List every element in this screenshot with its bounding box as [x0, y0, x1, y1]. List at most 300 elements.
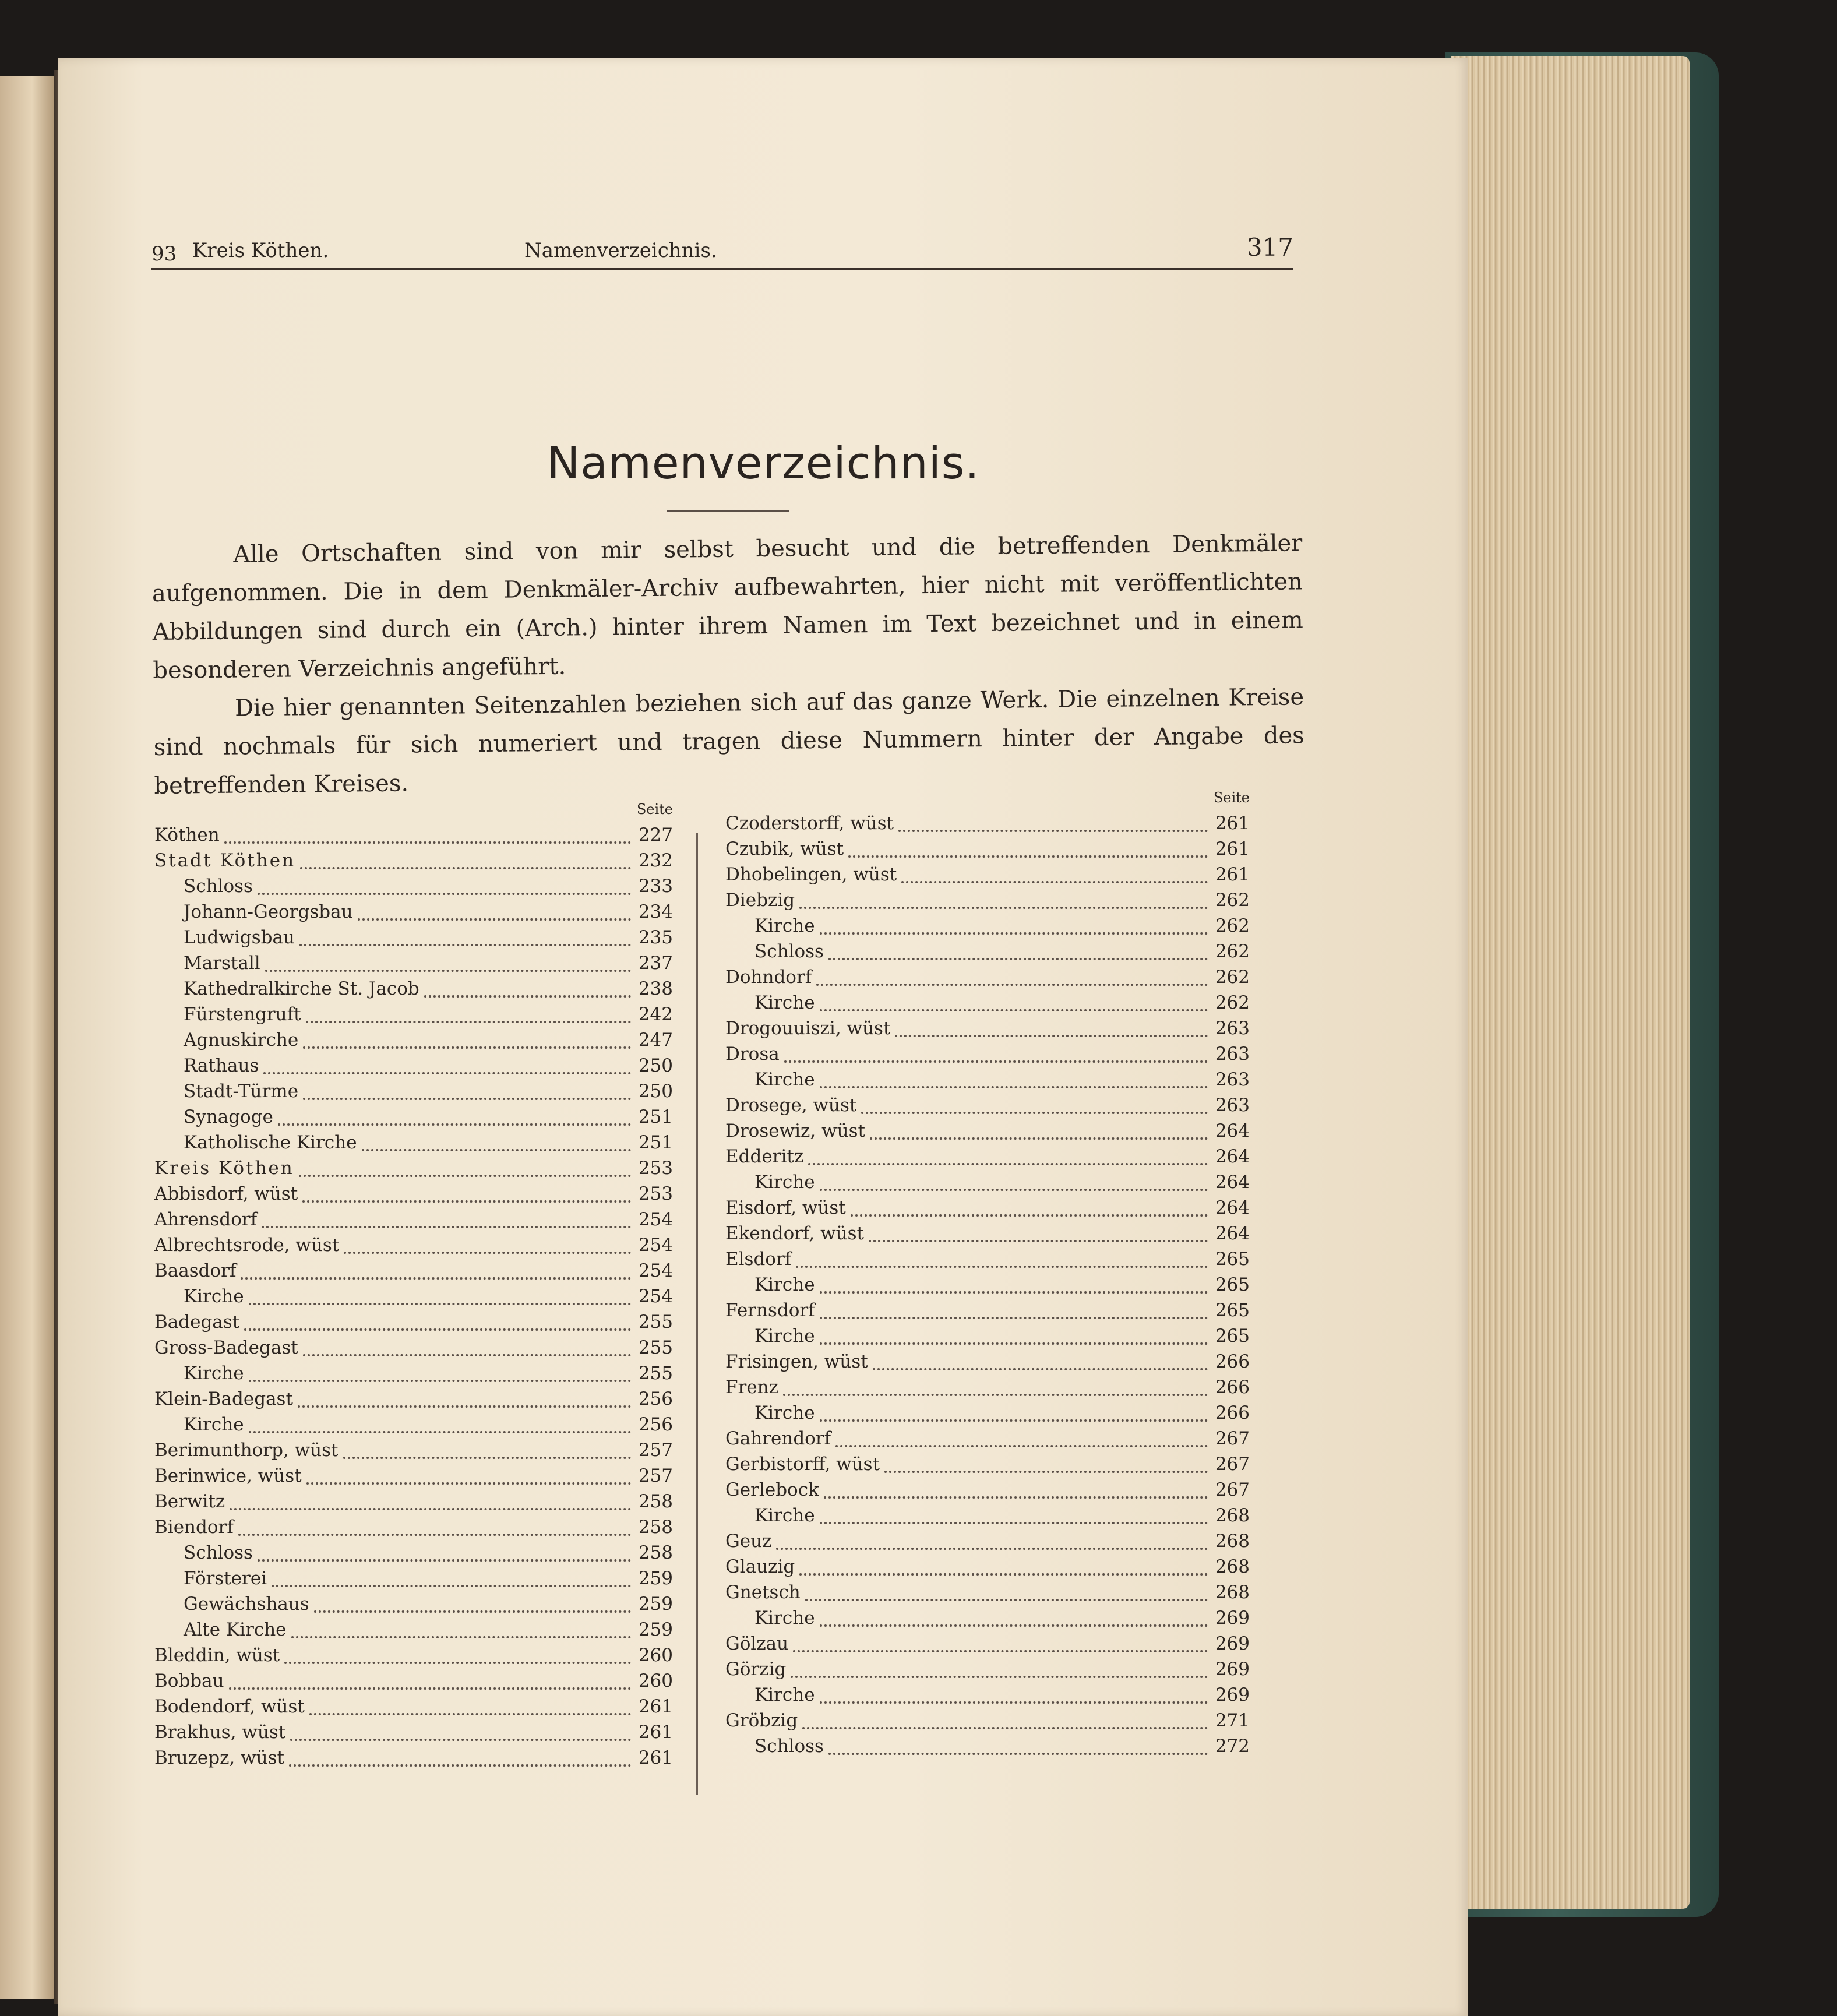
dot-leader — [783, 1391, 1208, 1396]
entry-name: Kirche — [184, 1363, 244, 1384]
index-entry — [725, 1633, 1250, 1659]
dot-leader — [343, 1454, 631, 1459]
entry-page: 253 — [638, 1158, 673, 1179]
entry-name: Berwitz — [154, 1491, 225, 1512]
entry-page: 234 — [638, 901, 673, 922]
index-entry — [154, 1542, 673, 1568]
dot-leader — [258, 890, 631, 895]
entry-page: 237 — [638, 953, 673, 974]
index-entry — [725, 1377, 1250, 1402]
dot-leader — [244, 1326, 631, 1331]
index-entry — [154, 1619, 673, 1645]
index-entry — [154, 1260, 673, 1286]
entry-page: 260 — [638, 1645, 673, 1666]
entry-page: 269 — [1215, 1633, 1250, 1654]
dot-leader — [898, 827, 1208, 832]
entry-page: 250 — [638, 1055, 673, 1076]
index-entry — [725, 1069, 1250, 1095]
dot-leader — [258, 1557, 631, 1562]
index-entry — [725, 992, 1250, 1018]
index-entry — [725, 967, 1250, 992]
entry-name: Gerlebock — [725, 1479, 819, 1500]
seite-label-right: Seite — [1213, 790, 1250, 806]
entry-name: Kathedralkirche St. Jacob — [184, 978, 419, 999]
dot-leader — [238, 1531, 631, 1536]
dot-leader — [272, 1583, 631, 1587]
index-entry — [154, 1363, 673, 1388]
entry-name: Fernsdorf — [725, 1300, 815, 1321]
entry-name: Ahrensdorf — [154, 1209, 258, 1230]
dot-leader — [249, 1429, 631, 1433]
entry-name: Edderitz — [725, 1146, 804, 1167]
entry-page: 264 — [1215, 1146, 1250, 1167]
entry-name: Gerbistorff, wüst — [725, 1454, 880, 1475]
entry-page: 265 — [1215, 1326, 1250, 1347]
entry-name: Köthen — [154, 824, 220, 845]
entry-page: 254 — [638, 1286, 673, 1307]
entry-page: 271 — [1215, 1710, 1250, 1731]
entry-name: Johann-Georgsbau — [184, 901, 353, 922]
dot-leader — [265, 967, 631, 972]
index-entry — [725, 1684, 1250, 1710]
dot-leader — [290, 1736, 631, 1741]
entry-page: 258 — [638, 1517, 673, 1538]
entry-name: Gölzau — [725, 1633, 789, 1654]
entry-page: 265 — [1215, 1274, 1250, 1295]
entry-name: Agnuskirche — [184, 1030, 299, 1051]
entry-page: 266 — [1215, 1377, 1250, 1398]
dot-leader — [224, 839, 631, 844]
entry-page: 264 — [1215, 1223, 1250, 1244]
dot-leader — [299, 942, 631, 946]
dot-leader — [851, 1212, 1208, 1217]
dot-leader — [848, 853, 1208, 858]
entry-page: 267 — [1215, 1454, 1250, 1475]
index-entry — [725, 915, 1250, 941]
intro-paragraph-2: Die hier genannten Seitenzahlen beziehen sich auf das ganze Werk. Die einzelnen Kreise sind nochmals für sich numeriert und tragen diese Nummern hinter der Angabe des betreffenden Kreises. — [153, 683, 1304, 799]
dot-leader — [314, 1608, 631, 1613]
entry-page: 272 — [1215, 1736, 1250, 1757]
entry-name: Diebzig — [725, 890, 795, 911]
entry-name: Bleddin, wüst — [154, 1645, 280, 1666]
index-entry — [725, 1249, 1250, 1274]
entry-page: 266 — [1215, 1402, 1250, 1423]
page-block-edges — [1451, 56, 1690, 1909]
entry-name: Kirche — [184, 1414, 244, 1435]
index-entry — [725, 864, 1250, 890]
left-page-edge — [0, 76, 58, 1999]
entry-page: 262 — [1215, 967, 1250, 988]
index-entry — [154, 1132, 673, 1158]
intro-paragraph-1: Alle Ortschaften sind von mir selbst besucht und die betreffenden Denkmäler aufgenommen. Die in dem Denkmäler-Archiv aufbewahrten, hier nicht mit veröffentlichten Abbildungen sind durch ein (Arch.) hinter ihrem Namen im Text bezeichnet und in einem besonderen Verzeichnis angeführt. — [151, 530, 1303, 684]
entry-page: 254 — [638, 1209, 673, 1230]
seite-label-left: Seite — [636, 801, 673, 817]
entry-name: Kirche — [754, 992, 815, 1013]
index-entry — [154, 1696, 673, 1722]
running-head-title: Kreis Köthen. — [192, 239, 329, 262]
index-entry — [154, 1030, 673, 1055]
entry-name: Czoderstorff, wüst — [725, 813, 894, 834]
entry-name: Kirche — [754, 1402, 815, 1423]
entry-name: Gross-Badegast — [154, 1337, 298, 1358]
index-column-left — [154, 801, 673, 1773]
index-entry — [154, 1517, 673, 1542]
entry-page: 258 — [638, 1491, 673, 1512]
entry-name: Bruzepz, wüst — [154, 1747, 284, 1768]
entry-name: Drogouuiszi, wüst — [725, 1018, 891, 1039]
dot-leader — [820, 1289, 1208, 1294]
entry-page: 268 — [1215, 1531, 1250, 1552]
dot-leader — [824, 1494, 1208, 1499]
dot-leader — [802, 1725, 1208, 1729]
index-entry — [725, 1736, 1250, 1761]
entry-name: Synagoge — [184, 1106, 273, 1127]
dot-leader — [262, 1224, 631, 1228]
entry-name: Fürstengruft — [184, 1004, 301, 1025]
page-title: Namenverzeichnis. — [546, 437, 980, 489]
entry-page: 247 — [638, 1030, 673, 1051]
entry-page: 264 — [1215, 1197, 1250, 1218]
entry-page: 266 — [1215, 1351, 1250, 1372]
entry-page: 267 — [1215, 1428, 1250, 1449]
index-entry — [154, 1209, 673, 1235]
entry-name: Gnetsch — [725, 1582, 801, 1603]
dot-leader — [784, 1058, 1208, 1063]
dot-leader — [828, 1750, 1208, 1755]
index-entry — [154, 1670, 673, 1696]
index-entry — [725, 1326, 1250, 1351]
entry-name: Schloss — [184, 1542, 253, 1563]
entry-name: Schloss — [754, 941, 824, 962]
index-entry — [154, 901, 673, 927]
entry-page: 255 — [638, 1363, 673, 1384]
entry-page: 264 — [1215, 1172, 1250, 1193]
index-entry — [725, 1479, 1250, 1505]
entry-name: Czubik, wüst — [725, 838, 844, 859]
index-entry — [154, 1491, 673, 1517]
entry-name: Bobbau — [154, 1670, 224, 1691]
index-entry — [154, 850, 673, 876]
index-entry — [154, 1594, 673, 1619]
entry-page: 265 — [1215, 1300, 1250, 1321]
index-entry — [725, 1197, 1250, 1223]
dot-leader — [808, 1161, 1208, 1165]
entry-name: Drosa — [725, 1044, 780, 1065]
intro-text — [151, 524, 1305, 805]
entry-page: 254 — [638, 1235, 673, 1256]
index-entry — [725, 1044, 1250, 1069]
dot-leader — [302, 1198, 631, 1203]
dot-leader — [278, 1121, 631, 1126]
entry-page: 259 — [638, 1619, 673, 1640]
dot-leader — [424, 993, 631, 998]
entry-name: Kirche — [754, 1172, 815, 1193]
index-entry — [725, 1095, 1250, 1120]
dot-leader — [805, 1596, 1208, 1601]
index-entry — [725, 1710, 1250, 1736]
entry-page: 227 — [638, 824, 673, 845]
entry-name: Frisingen, wüst — [725, 1351, 868, 1372]
index-entry — [725, 1428, 1250, 1454]
running-head-center: Namenverzeichnis. — [524, 239, 717, 262]
entry-name: Bodendorf, wüst — [154, 1696, 305, 1717]
dot-leader — [229, 1685, 631, 1690]
index-entry — [154, 927, 673, 953]
index-entry — [725, 1608, 1250, 1633]
entry-name: Eisdorf, wüst — [725, 1197, 846, 1218]
dot-leader — [303, 1352, 631, 1356]
entry-page: 269 — [1215, 1608, 1250, 1629]
entry-page: 262 — [1215, 941, 1250, 962]
dot-leader — [820, 1340, 1208, 1345]
dot-leader — [796, 1263, 1208, 1268]
entry-page: 262 — [1215, 915, 1250, 936]
entry-page: 255 — [638, 1337, 673, 1358]
entry-page: 268 — [1215, 1505, 1250, 1526]
entry-name: Dohndorf — [725, 967, 812, 988]
dot-leader — [828, 956, 1208, 960]
index-entry — [154, 1004, 673, 1030]
entry-name: Elsdorf — [725, 1249, 792, 1270]
entry-page: 269 — [1215, 1684, 1250, 1705]
entry-page: 256 — [638, 1414, 673, 1435]
entry-name: Albrechtsrode, wüst — [154, 1235, 340, 1256]
entry-page: 251 — [638, 1106, 673, 1127]
entry-page: 250 — [638, 1081, 673, 1102]
dot-leader — [299, 1172, 631, 1177]
column-divider — [696, 833, 698, 1795]
index-entry — [154, 1414, 673, 1440]
index-entry — [154, 1055, 673, 1081]
index-entry — [154, 978, 673, 1004]
entry-page: 263 — [1215, 1095, 1250, 1116]
index-entry — [725, 1402, 1250, 1428]
entry-name: Frenz — [725, 1377, 778, 1398]
entry-name: Schloss — [754, 1736, 824, 1757]
entry-page: 259 — [638, 1568, 673, 1589]
entry-name: Schloss — [184, 876, 253, 897]
entry-page: 261 — [638, 1722, 673, 1743]
index-entry — [154, 1645, 673, 1670]
index-entry — [154, 1081, 673, 1106]
index-entry — [154, 1465, 673, 1491]
running-head — [151, 233, 1293, 270]
entry-name: Klein-Badegast — [154, 1388, 293, 1409]
index-entry — [725, 1274, 1250, 1300]
dot-leader — [799, 1571, 1208, 1576]
entry-page: 242 — [638, 1004, 673, 1025]
index-entry — [725, 838, 1250, 864]
entry-name: Försterei — [184, 1568, 267, 1589]
entry-name: Ludwigsbau — [184, 927, 295, 948]
entry-name: Badegast — [154, 1312, 240, 1333]
entry-name: Kirche — [754, 1326, 815, 1347]
dot-leader — [362, 1147, 631, 1151]
entry-page: 260 — [638, 1670, 673, 1691]
entry-page: 263 — [1215, 1018, 1250, 1039]
entry-name: Kirche — [754, 1608, 815, 1629]
index-entry — [725, 1454, 1250, 1479]
entry-page: 232 — [638, 850, 673, 871]
entry-page: 258 — [638, 1542, 673, 1563]
entry-name: Baasdorf — [154, 1260, 237, 1281]
dot-leader — [289, 1762, 631, 1767]
entry-page: 269 — [1215, 1659, 1250, 1680]
entry-name: Alte Kirche — [184, 1619, 287, 1640]
entry-page: 268 — [1215, 1556, 1250, 1577]
index-entry — [725, 1505, 1250, 1531]
entry-page: 253 — [638, 1183, 673, 1204]
entry-page: 235 — [638, 927, 673, 948]
index-entry — [725, 1531, 1250, 1556]
dot-leader — [303, 1044, 631, 1049]
index-entry — [154, 1440, 673, 1465]
index-entry — [154, 876, 673, 901]
entry-page: 265 — [1215, 1249, 1250, 1270]
dot-leader — [895, 1032, 1208, 1037]
dot-leader — [820, 1314, 1208, 1319]
entry-page: 257 — [638, 1465, 673, 1486]
entry-page: 261 — [638, 1747, 673, 1768]
index-entry — [725, 1351, 1250, 1377]
entry-page: 262 — [1215, 890, 1250, 911]
index-entry — [725, 1146, 1250, 1172]
dot-leader — [873, 1366, 1208, 1370]
entry-name: Berimunthorp, wüst — [154, 1440, 339, 1461]
index-entry — [725, 1659, 1250, 1684]
index-entry — [725, 813, 1250, 838]
entry-page: 256 — [638, 1388, 673, 1409]
dot-leader — [241, 1275, 631, 1280]
entry-page: 264 — [1215, 1120, 1250, 1141]
entry-page: 259 — [638, 1594, 673, 1615]
dot-leader — [344, 1249, 631, 1254]
entry-name: Görzig — [725, 1659, 787, 1680]
entry-page: 251 — [638, 1132, 673, 1153]
entry-name: Kirche — [754, 1505, 815, 1526]
entry-page: 261 — [638, 1696, 673, 1717]
entry-name: Gahrendorf — [725, 1428, 831, 1449]
dot-leader — [799, 904, 1208, 909]
dot-leader — [861, 1109, 1208, 1114]
entry-page: 233 — [638, 876, 673, 897]
entry-name: Stadt Köthen — [154, 850, 296, 871]
dot-leader — [776, 1545, 1208, 1550]
entry-name: Marstall — [184, 953, 260, 974]
entry-name: Geuz — [725, 1531, 772, 1552]
dot-leader — [309, 1711, 631, 1715]
dot-leader — [303, 1095, 631, 1100]
dot-leader — [306, 1018, 631, 1023]
dot-leader — [230, 1506, 631, 1510]
entry-name: Dhobelingen, wüst — [725, 864, 897, 885]
index-entry — [725, 1556, 1250, 1582]
entry-page: 255 — [638, 1312, 673, 1333]
index-entry — [154, 1286, 673, 1312]
entry-name: Glauzig — [725, 1556, 795, 1577]
entry-page: 257 — [638, 1440, 673, 1461]
dot-leader — [249, 1377, 631, 1382]
entry-page: 262 — [1215, 992, 1250, 1013]
dot-leader — [300, 865, 631, 869]
dot-leader — [820, 1186, 1208, 1191]
index-entry — [725, 1120, 1250, 1146]
dot-leader — [820, 1007, 1208, 1011]
entry-name: Brakhus, wüst — [154, 1722, 286, 1743]
entry-name: Kirche — [754, 1684, 815, 1705]
entry-page: 267 — [1215, 1479, 1250, 1500]
entry-name: Biendorf — [154, 1517, 234, 1538]
page-number: 317 — [1246, 233, 1293, 262]
dot-leader — [358, 916, 631, 921]
index-entry — [725, 1223, 1250, 1249]
index-entry — [154, 1106, 673, 1132]
index-entry — [154, 1568, 673, 1594]
dot-leader — [820, 930, 1208, 935]
index-entry — [154, 1337, 673, 1363]
dot-leader — [869, 1238, 1208, 1242]
entry-page: 254 — [638, 1260, 673, 1281]
index-entry — [725, 1582, 1250, 1608]
entry-name: Drosege, wüst — [725, 1095, 857, 1116]
entry-name: Berinwice, wüst — [154, 1465, 302, 1486]
dot-leader — [284, 1659, 631, 1664]
dot-leader — [793, 1648, 1208, 1652]
entry-name: Kreis Köthen — [154, 1158, 294, 1179]
entry-name: Abbisdorf, wüst — [154, 1183, 298, 1204]
dot-leader — [306, 1480, 631, 1485]
title-rule — [667, 510, 789, 512]
index-entry — [154, 1388, 673, 1414]
dot-leader — [816, 981, 1208, 986]
entry-name: Ekendorf, wüst — [725, 1223, 864, 1244]
index-entry — [725, 941, 1250, 967]
index-entry — [725, 1172, 1250, 1197]
index-entry — [154, 1183, 673, 1209]
entry-name: Stadt-Türme — [184, 1081, 299, 1102]
dot-leader — [291, 1634, 631, 1638]
entry-name: Kirche — [754, 915, 815, 936]
index-entry — [154, 824, 673, 850]
entry-name: Rathaus — [184, 1055, 259, 1076]
dot-leader — [298, 1403, 631, 1408]
entry-name: Drosewiz, wüst — [725, 1120, 865, 1141]
index-entry — [725, 1300, 1250, 1326]
index-entry — [154, 1722, 673, 1747]
index-column-right — [725, 790, 1250, 1761]
dot-leader — [249, 1300, 631, 1305]
dot-leader — [820, 1417, 1208, 1422]
entry-name: Kirche — [184, 1286, 244, 1307]
dot-leader — [791, 1673, 1208, 1678]
dot-leader — [263, 1070, 631, 1074]
dot-leader — [820, 1084, 1208, 1088]
index-entry — [154, 953, 673, 978]
index-entry — [154, 1747, 673, 1773]
index-entry — [154, 1158, 673, 1183]
entry-page: 263 — [1215, 1069, 1250, 1090]
entry-name: Gröbzig — [725, 1710, 798, 1731]
dot-leader — [870, 1135, 1208, 1140]
entry-page: 238 — [638, 978, 673, 999]
entry-page: 261 — [1215, 813, 1250, 834]
entry-name: Kirche — [754, 1069, 815, 1090]
entry-name: Gewächshaus — [184, 1594, 309, 1615]
book-page — [58, 58, 1468, 2016]
dot-leader — [820, 1699, 1208, 1704]
entry-page: 261 — [1215, 838, 1250, 859]
dot-leader — [820, 1622, 1208, 1627]
